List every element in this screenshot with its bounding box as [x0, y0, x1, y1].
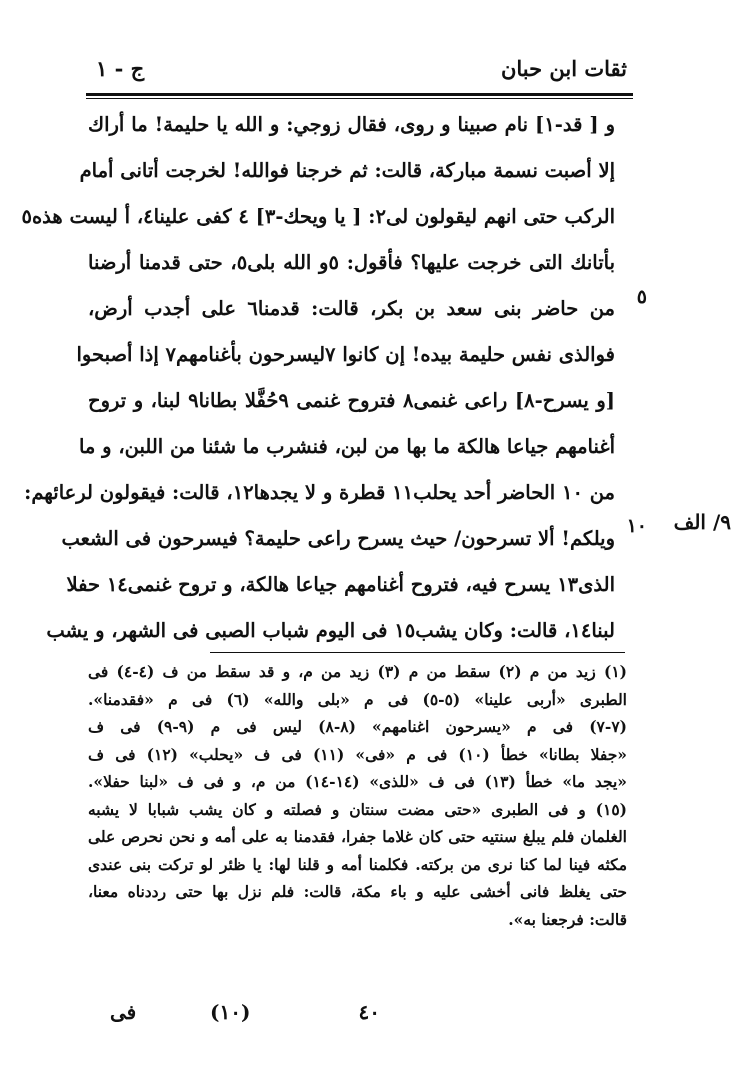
footnote-line: (١) زيد من م (٢) سقط من م (٣) زيد من م، و قد سقط من ف (٤-٤) فى	[88, 662, 627, 681]
footnote-separator	[210, 652, 625, 653]
footnote-line: الطبرى «أربى علينا» (٥-٥) فى م «بلى والله» (٦) فى م «فقدمنا».	[88, 689, 627, 709]
text-line: بأتانك التى خرجت عليها؟ فأقول: ٥و الله بلى٥، حتى قدمنا أرضنا	[88, 251, 615, 274]
text-line: و [ قد-١] نام صبينا و روى، فقال زوجي: و الله يا حليمة! ما أراك	[88, 113, 615, 136]
page-number: ٤٠	[358, 1000, 380, 1024]
text-line: الذى١٣ يسرح فيه، فتروح أغنامهم جياعا هالكة، و تروح غنمى١٤ حفلا	[66, 573, 615, 596]
text-line: أغنامهم جياعا هالكة ما بها من لبن، فنشرب ما شئنا من اللبن، و ما	[78, 435, 615, 458]
text-line: فوالذى نفس حليمة بيده! إن كانوا ٧ليسرحون بأغنامهم٧ إذا أصبحوا	[76, 343, 615, 366]
book-title: ثقات ابن حبان	[500, 56, 627, 81]
footnote-line: «جفلا بطانا» خطأ (١٠) فى م «فى» (١١) فى ف «يحلب» (١٢) فى ف	[88, 744, 627, 764]
volume-label: ج - ١	[96, 56, 145, 81]
footnote-line: حتى يغلظ فانى أخشى عليه و باء مكة، قالت: فلم نزل بها حتى رددناه معنا،	[88, 882, 627, 901]
part-number: (١٠)	[210, 1000, 251, 1024]
text-line: إلا أصبت نسمة مباركة، قالت: ثم خرجنا فوالله! لخرجت أتانى أمام	[79, 159, 615, 182]
main-text	[21, 102, 615, 654]
footnote-line: مكثه فينا لما كنا نرى من بركته. فكلمنا أمه و قلنا لها: يا ظئر لو تركت بنى عندى	[88, 854, 627, 874]
line-number-5: ٥	[636, 286, 647, 308]
line-number-10: ١٠	[626, 515, 647, 537]
footnotes	[88, 658, 627, 933]
footnote-line: قالت: فرجعنا به».	[508, 909, 627, 929]
running-header	[88, 56, 627, 92]
header-rule-thick	[86, 93, 633, 96]
footnote-line: «يجد ما» خطأ (١٣) فى ف «للذى» (١٤-١٤) من م، و فى ف «لبنا حفلا».	[88, 772, 627, 791]
text-line: من حاضر بنى سعد بن بكر، قالت: قدمنا٦ على أجدب أرض،	[88, 297, 615, 320]
footnote-line: (٧-٧) فى م «يسرحون اغنامهم» (٨-٨) ليس فى م (٩-٩) فى ف	[88, 717, 627, 736]
manuscript-folio-ref: ٩/ الف	[673, 510, 731, 534]
footnote-line: الغلمان فلم يبلغ سنتيه حتى كان غلاما جفرا، فقدمنا به على أمه و نحن نحرص على	[88, 827, 627, 846]
text-line: من ١٠ الحاضر أحد يحلب١١ قطرة و لا يجدها١٢، قالت: فيقولون لرعائهم:	[24, 481, 615, 504]
text-line: ويلكم! ألا تسرحون/ حيث يسرح راعى حليمة؟ فيسرحون فى الشعب	[61, 527, 615, 550]
signature-mark: فى	[110, 1000, 137, 1024]
header-rule-thin	[86, 98, 633, 99]
text-line: لبنا١٤، قالت: وكان يشب١٥ فى اليوم شباب الصبى فى الشهر، و يشب	[46, 619, 615, 642]
text-line: الركب حتى انهم ليقولون لى٢: [ يا ويحك-٣] ٤ كفى علينا٤، أ ليست هذه٥	[21, 205, 615, 228]
text-line: [و يسرح-٨] راعى غنمى٨ فتروح غنمى ٩حُفَّلا بطانا٩ لبنا، و تروح	[88, 389, 615, 412]
footnote-line: (١٥) و فى الطبرى «حتى مضت سنتان و فصلته و كان يشب شبابا لا يشبه	[88, 799, 627, 819]
page-footer	[100, 1000, 635, 1030]
